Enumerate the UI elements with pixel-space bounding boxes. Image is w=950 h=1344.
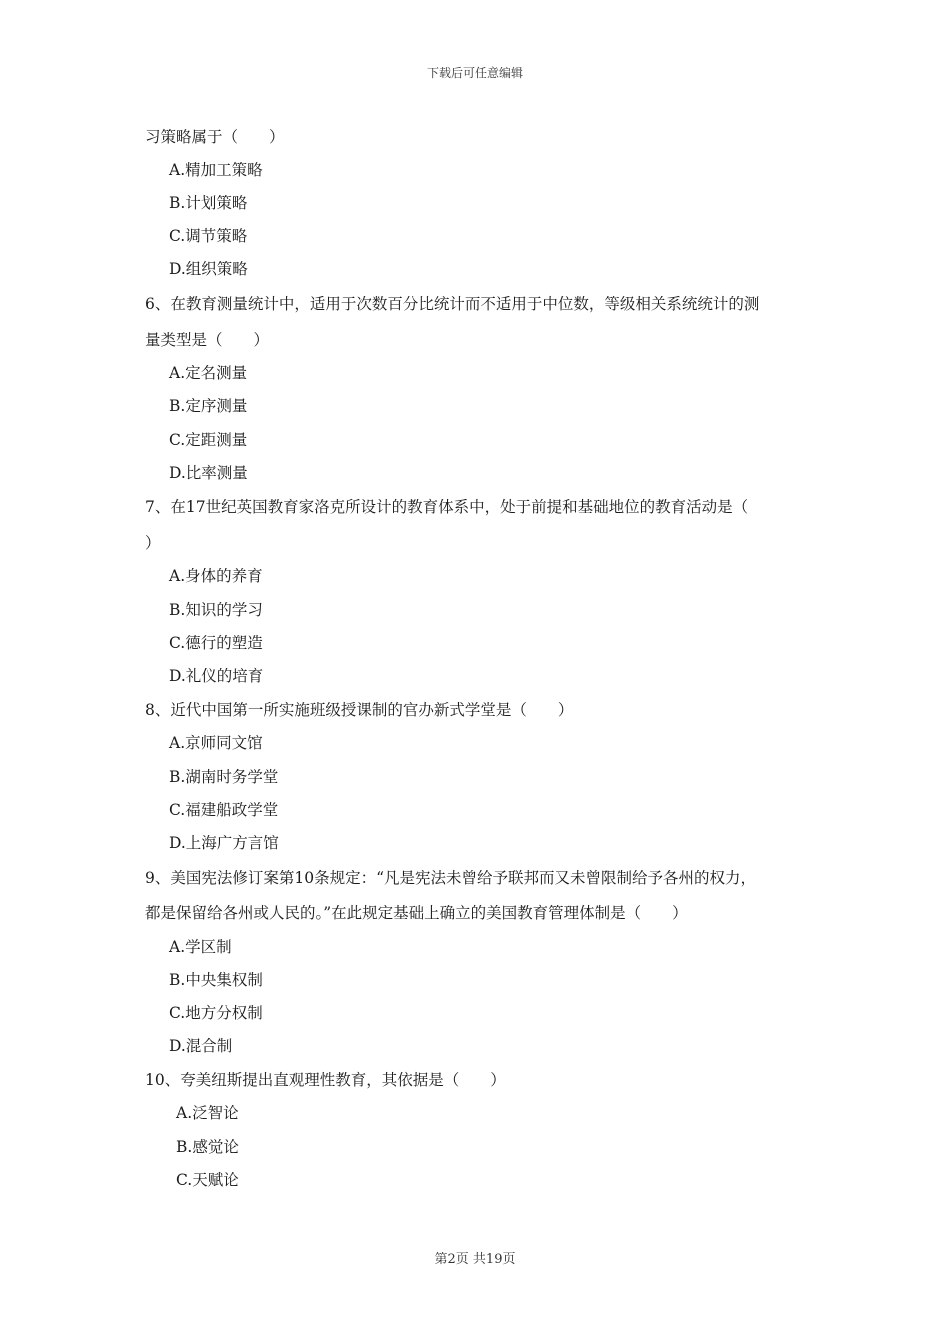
answer-option: A.泛智论 xyxy=(176,1104,239,1122)
question-text-line: 9、美国宪法修订案第10条规定：“凡是宪法未曾给予联邦而又未曾限制给予各州的权力， xyxy=(145,869,757,887)
answer-option: B.定序测量 xyxy=(169,397,248,415)
answer-option: C.地方分权制 xyxy=(169,1004,263,1022)
answer-option: D.礼仪的培育 xyxy=(169,667,264,685)
answer-option: D.组织策略 xyxy=(169,260,248,278)
question-text-line: 6、在教育测量统计中，适用于次数百分比统计而不适用于中位数，等级相关系统统计的测 xyxy=(145,295,760,313)
answer-option: C.调节策略 xyxy=(169,227,248,245)
answer-option: A.身体的养育 xyxy=(169,567,263,585)
answer-option: D.混合制 xyxy=(169,1037,233,1055)
question-text-line: ） xyxy=(145,534,161,552)
answer-option: C.定距测量 xyxy=(169,431,248,449)
answer-option: C.德行的塑造 xyxy=(169,634,263,652)
answer-option: C.福建船政学堂 xyxy=(169,801,279,819)
answer-option: D.比率测量 xyxy=(169,464,248,482)
page-footer: 第2页 共19页 xyxy=(434,1252,516,1267)
page-header: 下载后可任意编辑 xyxy=(426,66,523,80)
answer-option: B.感觉论 xyxy=(176,1138,239,1156)
answer-option: B.中央集权制 xyxy=(169,971,263,989)
answer-option: C.天赋论 xyxy=(176,1171,239,1189)
answer-option: A.学区制 xyxy=(169,938,232,956)
question-text-line: 8、近代中国第一所实施班级授课制的官办新式学堂是（ ） xyxy=(145,701,574,719)
answer-option: B.知识的学习 xyxy=(169,601,263,619)
answer-option: D.上海广方言馆 xyxy=(169,834,279,852)
answer-option: B.湖南时务学堂 xyxy=(169,768,279,786)
question-text-line: 10、夸美纽斯提出直观理性教育，其依据是（ ） xyxy=(145,1071,506,1089)
question-text-line: 习策略属于（ ） xyxy=(145,128,285,146)
question-text-line: 7、在17世纪英国教育家洛克所设计的教育体系中，处于前提和基础地位的教育活动是（ xyxy=(145,498,749,516)
answer-option: B.计划策略 xyxy=(169,194,248,212)
question-text-line: 都是保留给各州或人民的。”在此规定基础上确立的美国教育管理体制是（ ） xyxy=(145,904,688,922)
question-text-line: 量类型是（ ） xyxy=(145,331,270,349)
answer-option: A.京师同文馆 xyxy=(169,734,263,752)
answer-option: A.定名测量 xyxy=(169,364,248,382)
answer-option: A.精加工策略 xyxy=(169,161,263,179)
